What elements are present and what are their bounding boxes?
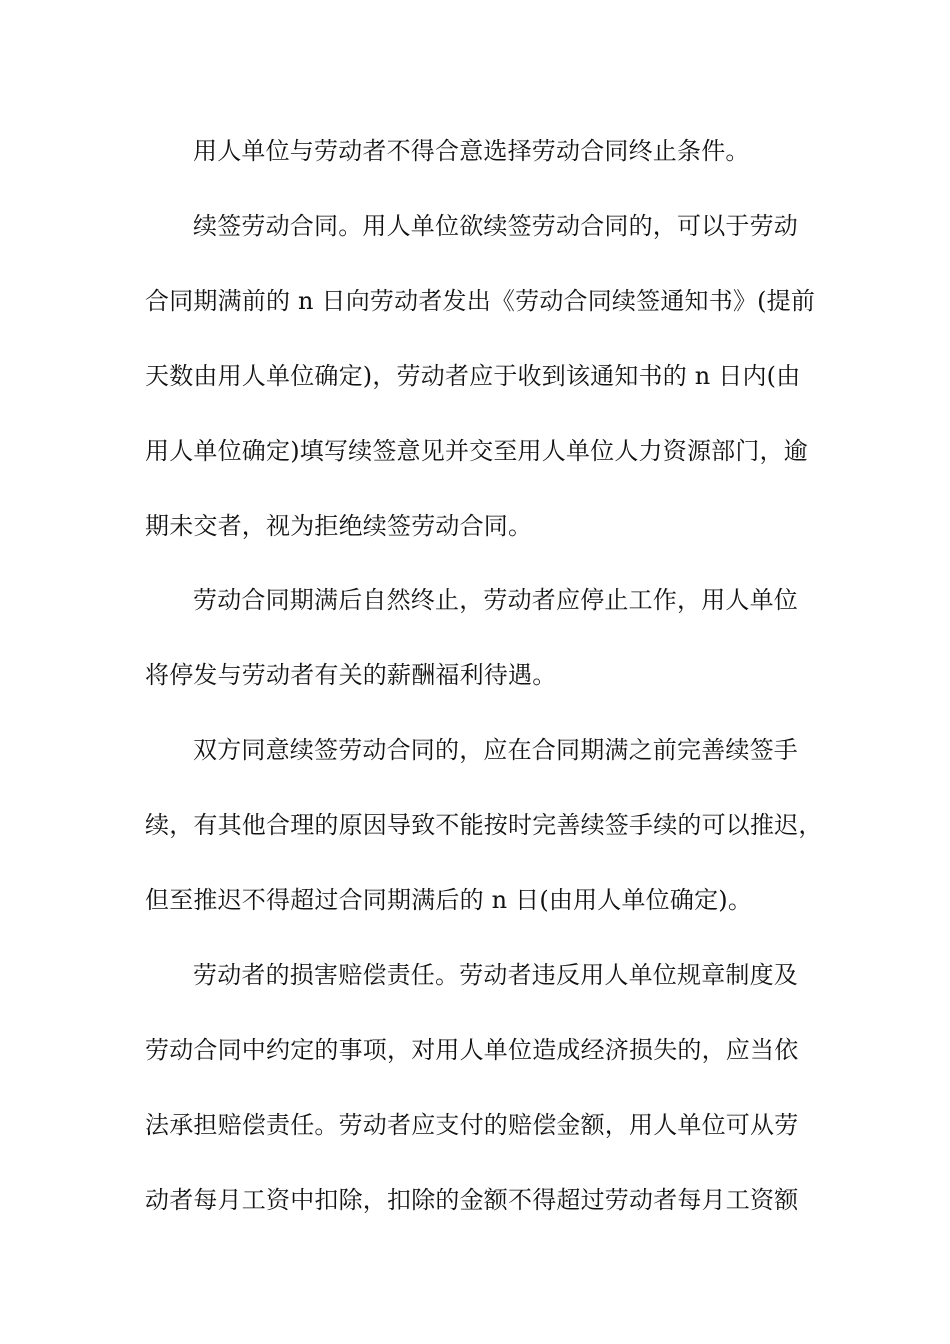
paragraph-line: 但至推迟不得超过合同期满后的 n 日(由用人单位确定)。 — [145, 886, 753, 914]
paragraph-line: 合同期满前的 n 日向劳动者发出《劳动合同续签通知书》(提前 — [145, 287, 816, 315]
paragraph-line: 续，有其他合理的原因导致不能按时完善续签手续的可以推迟， — [145, 811, 823, 839]
paragraph-line: 期未交者，视为拒绝续签劳动合同。 — [145, 512, 533, 540]
paragraph-line: 将停发与劳动者有关的薪酬福利待遇。 — [145, 661, 557, 689]
paragraph-line: 劳动合同期满后自然终止，劳动者应停止工作，用人单位 — [193, 586, 798, 614]
paragraph-line: 法承担赔偿责任。劳动者应支付的赔偿金额，用人单位可从劳 — [145, 1111, 799, 1139]
paragraph-line: 天数由用人单位确定)，劳动者应于收到该通知书的 n 日内(由 — [145, 362, 801, 390]
paragraph-line: 动者每月工资中扣除，扣除的金额不得超过劳动者每月工资额 — [145, 1186, 799, 1214]
paragraph-line: 续签劳动合同。用人单位欲续签劳动合同的，可以于劳动 — [193, 212, 798, 240]
paragraph-line: 用人单位确定)填写续签意见并交至用人单位人力资源部门，逾 — [145, 437, 808, 465]
paragraph-line: 双方同意续签劳动合同的，应在合同期满之前完善续签手 — [193, 736, 798, 764]
paragraph-line: 劳动合同中约定的事项，对用人单位造成经济损失的，应当依 — [145, 1036, 799, 1064]
paragraph-line: 劳动者的损害赔偿责任。劳动者违反用人单位规章制度及 — [193, 961, 798, 989]
paragraph-line: 用人单位与劳动者不得合意选择劳动合同终止条件。 — [193, 137, 750, 165]
